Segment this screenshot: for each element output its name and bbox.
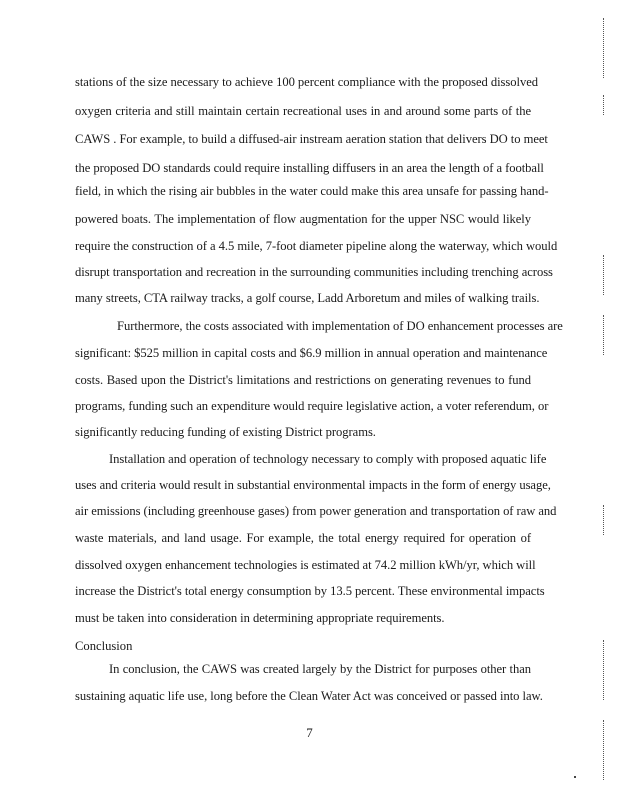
text-line: costs. Based upon the District's limitations and restrictions on generating revenues to fund	[75, 373, 531, 387]
text-line: stations of the size necessary to achieve 100 percent compliance with the proposed dissolved	[75, 75, 538, 89]
text-line: must be taken into consideration in determining appropriate requirements.	[75, 611, 445, 625]
text-line: CAWS . For example, to build a diffused-air instream aeration station that delivers DO to meet	[75, 132, 548, 146]
scan-margin-mark	[603, 95, 605, 115]
text-line: many streets, CTA railway tracks, a golf course, Ladd Arboretum and miles of walking trails.	[75, 291, 540, 305]
text-line: uses and criteria would result in substantial environmental impacts in the form of energy usage,	[75, 478, 551, 492]
text-line: require the construction of a 4.5 mile, 7-foot diameter pipeline along the waterway, which would	[75, 239, 558, 253]
text-line: powered boats. The implementation of flow augmentation for the upper NSC would likely	[75, 212, 531, 226]
text-line: the proposed DO standards could require installing diffusers in an area the length of a football	[75, 161, 544, 175]
text-line: Installation and operation of technology necessary to comply with proposed aquatic life	[109, 452, 547, 466]
section-heading: Conclusion	[75, 639, 133, 653]
text-line: increase the District's total energy consumption by 13.5 percent. These environmental impacts	[75, 584, 545, 598]
text-line: In conclusion, the CAWS was created largely by the District for purposes other than	[109, 662, 531, 676]
text-line: programs, funding such an expenditure would require legislative action, a voter referendum, or	[75, 399, 549, 413]
scan-speck	[574, 776, 576, 778]
text-line: air emissions (including greenhouse gases) from power generation and transportation of raw and	[75, 504, 557, 518]
scan-margin-mark	[603, 505, 605, 535]
text-line: sustaining aquatic life use, long before the Clean Water Act was conceived or passed into law.	[75, 689, 543, 703]
text-line: waste materials, and land usage. For example, the total energy required for operation of	[75, 531, 531, 545]
scan-margin-mark	[603, 315, 605, 355]
text-line: disrupt transportation and recreation in the surrounding communities including trenching across	[75, 265, 553, 279]
scan-margin-mark	[603, 640, 605, 700]
scan-margin-mark	[603, 18, 605, 78]
text-line: dissolved oxygen enhancement technologies is estimated at 74.2 million kWh/yr, which will	[75, 558, 536, 572]
text-line: Furthermore, the costs associated with implementation of DO enhancement processes are	[117, 319, 563, 333]
scan-margin-mark	[603, 720, 605, 780]
text-line: significantly reducing funding of existing District programs.	[75, 425, 376, 439]
text-line: significant: $525 million in capital costs and $6.9 million in annual operation and maintenance	[75, 346, 548, 360]
page-number: 7	[306, 725, 313, 740]
text-line: oxygen criteria and still maintain certain recreational uses in and around some parts of the	[75, 104, 531, 118]
scan-margin-mark	[603, 255, 605, 295]
text-line: field, in which the rising air bubbles in the water could make this area unsafe for passing hand-	[75, 184, 549, 198]
